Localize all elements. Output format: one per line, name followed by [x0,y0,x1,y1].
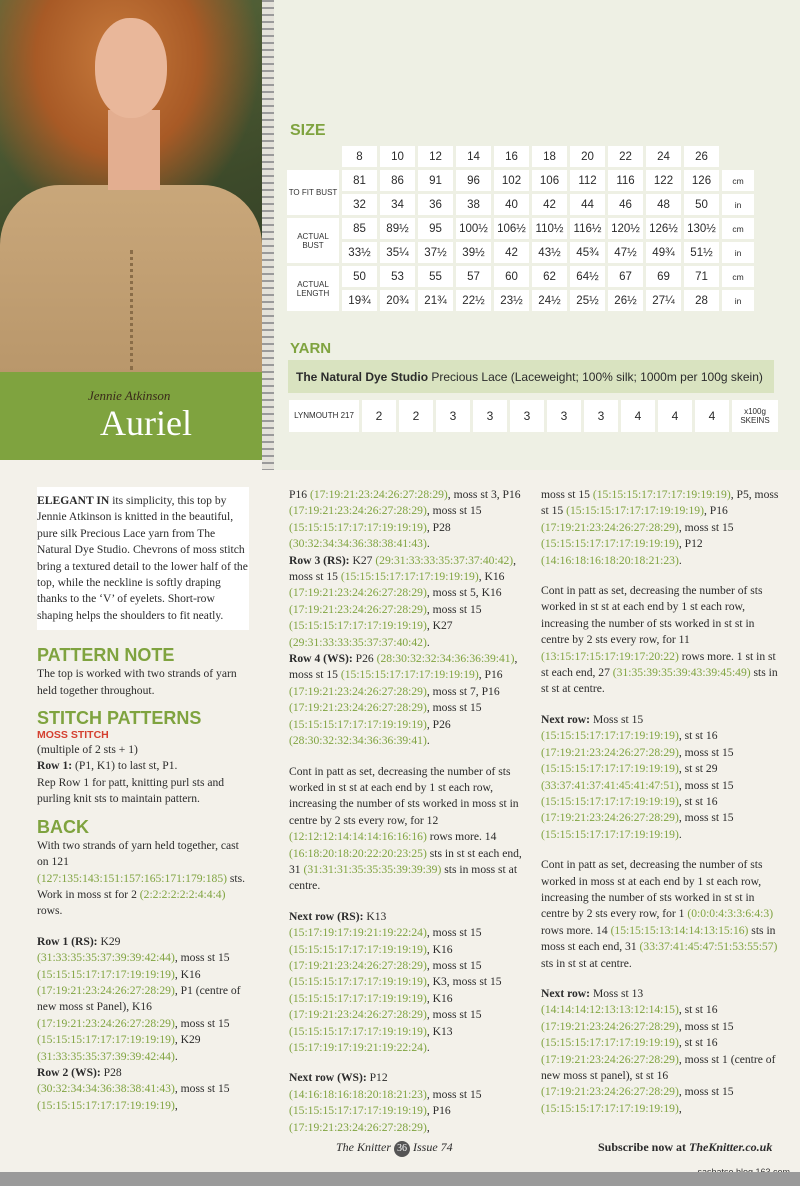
back-castoff: With two strands of yarn held together, cast on 121 (127:135:143:151:157:165:171:179:185) sts. [37,838,246,885]
pattern-note-heading: PATTERN NOTE [37,645,175,666]
size-heading: SIZE [290,122,326,139]
size-cell: 53 [380,266,415,287]
size-cell: 122 [646,170,681,191]
yarn-qty: 4 [621,400,655,432]
size-cell: 26 [684,146,719,167]
column-3 [541,487,781,1131]
size-cell: 28 [684,290,719,311]
size-cell: 50 [342,266,377,287]
bottom-bar [0,1172,800,1186]
size-cell: 37½ [418,242,453,263]
col2-para2: Cont in patt as set, decreasing the number of sts worked in st st at each end by 1 st each row, increasing the number of sts worked in moss st in centre by 2 sts every row, for 12 (12:12:12:14:14:14:16:16:16) rows more. 14 (16:18:20:18:20:22:20:23:25) sts in st st each end, 31 (31:31:31:35:35:35:39:39:39) sts in moss st at centre. [289,764,522,893]
stitch-row1: Row 1: (P1, K1) to last st, P1. [37,759,178,773]
col3-para1: moss st 15 (15:15:15:17:17:17:19:19:19), P5, moss st 15 (15:15:15:17:17:17:19:19:19), P16 (17:19:21:23:24:26:27:28:29), moss st 15 (15:15:15:17:17:17:19:19:19), P12 (14:16:18:16:18:20:18:21:23). [541,488,779,567]
unit-cell: cm [722,218,754,239]
shade-label: LYNMOUTH 217 [289,400,359,432]
size-cell: 95 [418,218,453,239]
size-cell: 32 [342,194,377,215]
magazine-name: The Knitter 36 Issue 74 [336,1140,453,1157]
page-number: 36 [394,1141,410,1157]
yarn-qty: 3 [547,400,581,432]
size-cell: 46 [608,194,643,215]
column-1 [37,487,249,1128]
size-cell: 106½ [494,218,529,239]
size-cell: 23½ [494,290,529,311]
size-cell: 50 [684,194,719,215]
size-cell: 110½ [532,218,567,239]
size-cell: 33½ [342,242,377,263]
size-cell: 40 [494,194,529,215]
col3-para5: Next row: Moss st 13 (14:14:14:12:13:13:12:14:15), st st 16 (17:19:21:23:24:26:27:28:29), moss st 15 (15:15:15:17:17:17:19:19:19), st st 16 (17:19:21:23:24:26:27:28:29), moss st 1 (centre of new moss st panel), st st 16 (17:19:21:23:24:26:27:28:29), moss st 15 (15:15:15:17:17:17:19:19:19), [541,986,776,1115]
size-cell: 12 [418,146,453,167]
unit-cell: in [722,242,754,263]
yarn-qty: 3 [436,400,470,432]
size-cell: 35¼ [380,242,415,263]
pattern-note-text: The top is worked with two strands of yarn held together throughout. [37,667,237,697]
yarn-description [288,360,774,393]
size-cell: 64½ [570,266,605,287]
size-cell: 51½ [684,242,719,263]
size-row-label: ACTUAL LENGTH [287,266,339,311]
col3-para3: Next row: Moss st 15 (15:15:15:17:17:17:19:19:19), st st 16 (17:19:21:23:24:26:27:28:29), moss st 15 (15:15:15:17:17:17:19:19:19), st st 29 (33:37:41:37:41:45:41:47:51), moss st 15 (15:15:15:17:17:17:19:19:19), st st 16 (17:19:21:23:24:26:27:28:29), moss st 15 (15:15:15:17:17:17:19:19:19). [541,712,734,841]
size-cell: 22 [608,146,643,167]
size-cell: 91 [418,170,453,191]
stitch-heading: STITCH PATTERNS [37,708,202,729]
size-cell: 42 [494,242,529,263]
size-cell: 89½ [380,218,415,239]
size-cell: 57 [456,266,491,287]
size-cell: 19¾ [342,290,377,311]
size-cell: 27¼ [646,290,681,311]
yarn-qty: 4 [695,400,729,432]
size-cell: 100½ [456,218,491,239]
size-cell: 42 [532,194,567,215]
yarn-qty: 3 [473,400,507,432]
yarn-brand: The Natural Dye Studio [296,370,429,384]
moss-stitch-heading: MOSS STITCH [37,729,109,742]
size-cell: 106 [532,170,567,191]
yarn-qty: 2 [399,400,433,432]
size-cell: 16 [494,146,529,167]
size-cell: 47½ [608,242,643,263]
size-cell: 38 [456,194,491,215]
yarn-heading: YARN [290,340,332,357]
size-cell: 22½ [456,290,491,311]
col3-para2: Cont in patt as set, decreasing the number of sts worked in st st at each end by 1 st each row, increasing the number of sts worked in st st in centre by 2 sts every row, for 11 (13:15:17:15:17:19:17:20:22) rows more. 1 st in st st each end, 27 (31:35:39:35:39:43:39:45:49) sts in st st at centre. [541,584,778,696]
size-cell: 20¾ [380,290,415,311]
back-heading: BACK [37,816,89,837]
unit-cell: in [722,290,754,311]
model-photo [0,0,262,380]
size-cell: 96 [456,170,491,191]
size-cell: 18 [532,146,567,167]
subscribe: Subscribe now at TheKnitter.co.uk [598,1140,773,1154]
size-cell: 44 [570,194,605,215]
size-cell: 10 [380,146,415,167]
size-cell: 24½ [532,290,567,311]
back-moss: Work in moss st for 2 (2:2:2:2:2:2:4:4:4) rows. [37,887,226,918]
size-cell: 62 [532,266,567,287]
size-cell: 48 [646,194,681,215]
yarn-qty: 4 [658,400,692,432]
size-cell: 85 [342,218,377,239]
size-row-label: ACTUAL BUST [287,218,339,263]
size-cell: 43½ [532,242,567,263]
back-row1: Row 1 (RS): K29 (31:33:35:35:37:39:39:42:44), moss st 15 (15:15:15:17:17:17:19:19:19), K16 (17:19:21:23:24:26:27:28:29), P1 (centre of new moss st Panel), K16 (17:19:21:23:24:26:27:28:29), moss st 15 (15:15:15:17:17:17:19:19:19), K29 (31:33:35:35:37:39:39:42:44). Row 2 (WS): P28 (30:32:34:34:36:38:38:41:43), moss st 15 (15:15:15:17:17:17:19:19:19), [37,934,241,1112]
unit-cell: cm [722,170,754,191]
size-cell: 126 [684,170,719,191]
stitch-repeat: Rep Row 1 for patt, knitting purl sts and purling knit sts to maintain pattern. [37,775,225,806]
size-cell: 26½ [608,290,643,311]
size-cell: 8 [342,146,377,167]
size-cell: 39½ [456,242,491,263]
col2-para3: Next row (RS): K13 (15:17:19:17:19:21:19:22:24), moss st 15 (15:15:15:17:17:17:19:19:19), K16 (17:19:21:23:24:26:27:28:29), moss st 15 (15:15:15:17:17:17:19:19:19), K3, moss st 15 (15:15:15:17:17:17:19:19:19), K16 (17:19:21:23:24:26:27:28:29), moss st 15 (15:15:15:17:17:17:19:19:19), K13 (15:17:19:17:19:21:19:22:24). [289,909,502,1054]
size-cell: 130½ [684,218,719,239]
size-cell: 116½ [570,218,605,239]
size-cell: 81 [342,170,377,191]
size-cell: 126½ [646,218,681,239]
size-cell: 21¾ [418,290,453,311]
size-cell: 24 [646,146,681,167]
spiral-binding [262,0,274,470]
size-cell: 67 [608,266,643,287]
size-cell: 120½ [608,218,643,239]
unit-cell: in [722,194,754,215]
size-cell: 25½ [570,290,605,311]
col3-para4: Cont in patt as set, decreasing the number of sts worked in moss st at each end by 1 st each row, increasing the number of sts worked in st st in centre by 2 sts every row, for 1 (0:0:0:4:3:3:6:4:3) rows more. 14 (15:15:15:13:14:14:13:15:16) sts in moss st each end, 31 (33:37:41:45:47:51:53:55:57) sts in st st at centre. [541,858,778,970]
yarn-qty: 2 [362,400,396,432]
size-cell: 36 [418,194,453,215]
intro: ELEGANT IN its simplicity, this top by Jennie Atkinson is knitted in the beautiful, pure silk Precious Lace yarn from The Natural Dye Studio. Chevrons of moss stitch bring a textured detail to the lower half of the top, while the neckline is softly draping thanks to the ‘V’ of eyelets. Short-row shaping helps the shoulders to fit neatly. [37,487,249,630]
yarn-qty: 3 [510,400,544,432]
size-cell: 14 [456,146,491,167]
size-cell: 49¾ [646,242,681,263]
designer-name: Jennie Atkinson [88,388,171,403]
size-cell: 55 [418,266,453,287]
pattern-title: Auriel [100,403,192,443]
size-cell: 71 [684,266,719,287]
size-cell: 86 [380,170,415,191]
col2-para1: P16 (17:19:21:23:24:26:27:28:29), moss st 3, P16 (17:19:21:23:24:26:27:28:29), moss st 15 (15:15:15:17:17:17:19:19:19), P28 (30:32:34:34:36:38:38:41:43). Row 3 (RS): K27 (29:31:33:33:35:37:37:40:42), moss st 15 (15:15:15:17:17:17:19:19:19), K16 (17:19:21:23:24:26:27:28:29), moss st 5, K16 (17:19:21:23:24:26:27:28:29), moss st 15 (15:15:15:17:17:17:19:19:19), K27 (29:31:33:33:35:37:37:40:42). Row 4 (WS): P26 (28:30:32:32:34:36:36:39:41), moss st 15 (15:15:15:17:17:17:19:19:19), P16 (17:19:21:23:24:26:27:28:29), moss st 7, P16 (17:19:21:23:24:26:27:28:29), moss st 15 (15:15:15:17:17:17:19:19:19), P26 (28:30:32:32:34:36:36:39:41). [289,488,521,748]
yarn-table [286,397,781,435]
size-cell: 45¾ [570,242,605,263]
col2-para4: Next row (WS): P12 (14:16:18:16:18:20:18:21:23), moss st 15 (15:15:15:17:17:17:19:19:19), P16 (17:19:21:23:24:26:27:28:29), [289,1071,482,1134]
size-cell: 69 [646,266,681,287]
title-box [0,372,262,460]
yarn-unit: x100g SKEINS [732,400,778,432]
size-cell: 112 [570,170,605,191]
column-2 [289,487,529,1150]
unit-cell: cm [722,266,754,287]
size-row-label: TO FIT BUST [287,170,339,215]
size-cell: 60 [494,266,529,287]
yarn-qty: 3 [584,400,618,432]
size-table [284,143,757,314]
size-cell: 34 [380,194,415,215]
size-cell: 20 [570,146,605,167]
yarn-desc: Precious Lace (Laceweight; 100% silk; 1000m per 100g skein) [431,370,763,384]
size-row-label [287,146,339,167]
stitch-multiple: (multiple of 2 sts + 1) [37,743,138,757]
size-cell: 102 [494,170,529,191]
unit-cell [722,146,754,167]
size-cell: 116 [608,170,643,191]
